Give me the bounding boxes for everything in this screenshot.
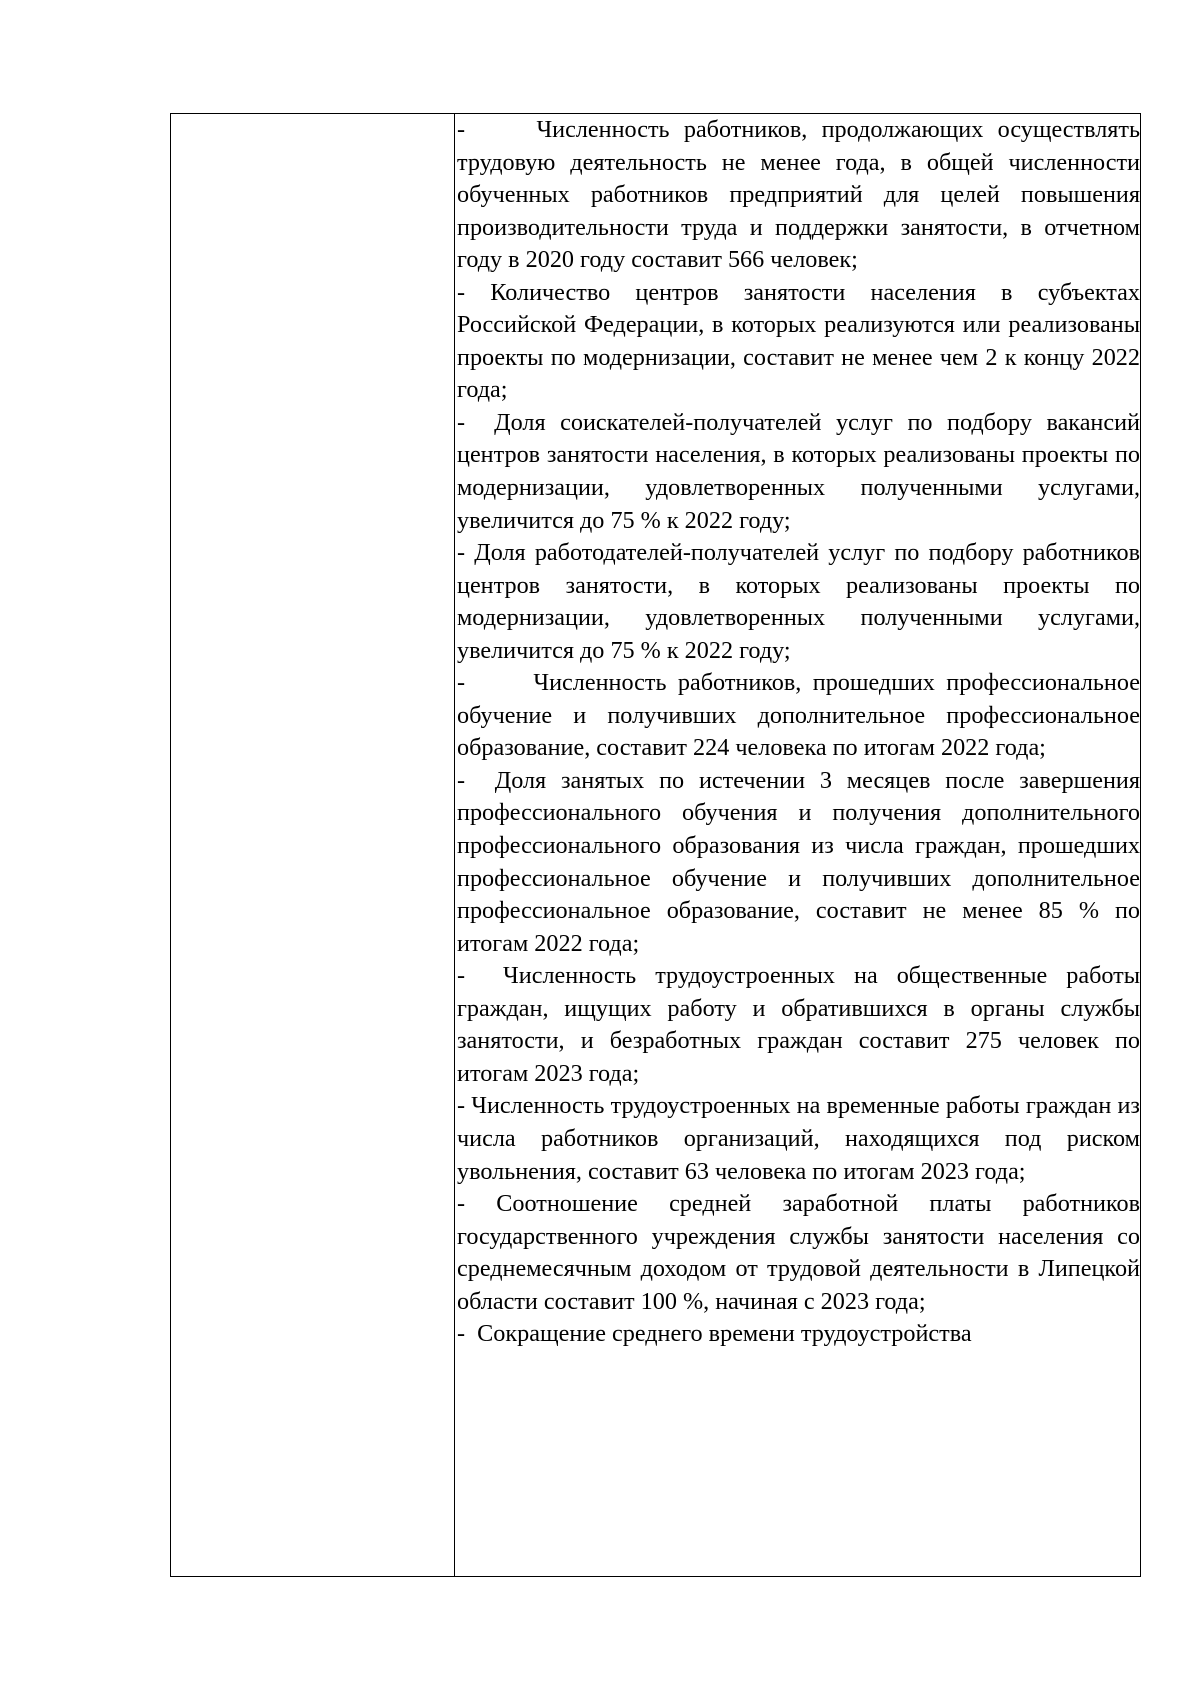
paragraph-employers-share: - Доля работодателей-получателей услуг по подбору работников центров занятости, в которых реализованы проекты по модернизации, удовлетворенных полученными услугами, увеличится до 75 % к 2022 году; — [457, 539, 1140, 664]
table-left-cell — [171, 114, 455, 1576]
paragraph-temporary-works: - Численность трудоустроенных на временные работы граждан из числа работников организаций, находящихся под риском увольнения, составит 63 человека по итогам 2023 года; — [457, 1092, 1140, 1185]
paragraph-employment-centers-count: - Количество центров занятости населения в субъектах Российской Федерации, в которых реализуются или реализованы проекты по модернизации, составит не менее чем 2 к концу 2022 года; — [457, 278, 1140, 404]
paragraph-employed-after-training: - Доля занятых по истечении 3 месяцев после завершения профессионального обучения и получения дополнительного профессионального образования из числа граждан, прошедших профессиональное обучение и получивших дополнительное профессиональное образование, составит не менее 85 % по итогам 2022 года; — [457, 766, 1140, 957]
paragraph-salary-ratio: - Соотношение средней заработной платы работников государственного учреждения службы занятости населения со среднемесячным доходом от трудовой деятельности в Липецкой области составит 100 %, начиная с 2023 года; — [457, 1190, 1140, 1315]
table-right-cell — [455, 114, 1140, 1576]
document-table — [170, 113, 1141, 1577]
paragraph-trained-workers: - Численность работников, прошедших профессиональное обучение и получивших дополнительное профессиональное образование, составит 224 человека по итогам 2022 года; — [457, 669, 1140, 762]
paragraph-workers-continuing: - Численность работников, продолжающих осуществлять трудовую деятельность не менее года, в общей численности обученных работников предприятий для целей повышения производительности труда и поддержки занятости, в отчетном году в 2020 году составит 566 человек; — [457, 116, 1140, 274]
paragraph-public-works: - Численность трудоустроенных на общественные работы граждан, ищущих работу и обратившихся в органы службы занятости, и безработных граждан составит 275 человек по итогам 2023 года; — [457, 962, 1140, 1087]
paragraph-employment-time-reduction: - Сокращение среднего времени трудоустройства — [457, 1320, 972, 1348]
paragraph-job-seekers-share: - Доля соискателей-получателей услуг по подбору вакансий центров занятости населения, в которых реализованы проекты по модернизации, удовлетворенных полученными услугами, увеличится до 75 % к 2022 году; — [457, 408, 1140, 534]
